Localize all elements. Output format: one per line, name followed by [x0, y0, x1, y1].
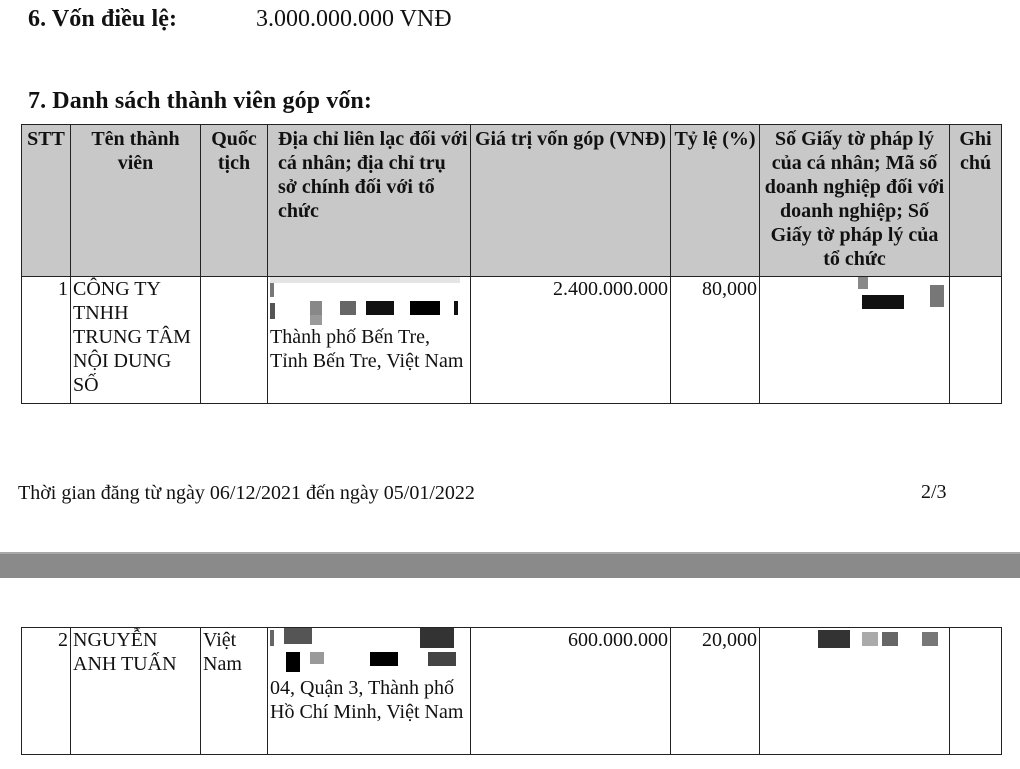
row-ratio: 20,000: [671, 628, 760, 755]
header-capital-value: Giá trị vốn góp (VNĐ): [471, 125, 671, 277]
row-ratio: 80,000: [671, 277, 760, 404]
row-note: [950, 277, 1002, 404]
row-stt: 2: [22, 628, 71, 755]
row-nationality: [201, 277, 268, 404]
redacted-block: [270, 628, 468, 652]
header-stt: STT: [22, 125, 71, 277]
row-capital-value: 2.400.000.000: [471, 277, 671, 404]
members-table: [21, 124, 1002, 404]
page-number: 2/3: [921, 481, 947, 503]
row-address-text: Thành phố Bến Tre, Tỉnh Bến Tre, Việt Nam: [270, 326, 464, 372]
row-legal-doc: [760, 277, 950, 404]
members-table-continued: [21, 627, 1002, 755]
row-note: [950, 628, 1002, 755]
posting-period-text: Thời gian đăng từ ngày 06/12/2021 đến ngày 05/01/2022: [18, 482, 475, 504]
charter-capital-value: 3.000.000.000 VNĐ: [256, 6, 452, 32]
header-nationality: Quốc tịch: [201, 125, 268, 277]
header-address: Địa chỉ liên lạc đối với cá nhân; địa chỉ trụ sở chính đối với tổ chức: [268, 125, 471, 277]
row-stt: 1: [22, 277, 71, 404]
header-legal-doc: Số Giấy tờ pháp lý của cá nhân; Mã số doanh nghiệp đối với doanh nghiệp; Số Giấy tờ pháp lý của tổ chức: [760, 125, 950, 277]
row-capital-value: 600.000.000: [471, 628, 671, 755]
redacted-block: [270, 652, 468, 676]
redacted-block: [270, 277, 468, 301]
row-member-name: NGUYỄN ANH TUẤN: [71, 628, 201, 755]
row-nationality: Việt Nam: [201, 628, 268, 755]
page-separator: [0, 552, 1020, 578]
row-legal-doc: [760, 628, 950, 755]
row-member-name: CÔNG TY TNHH TRUNG TÂM NỘI DUNG SỐ: [71, 277, 201, 404]
header-note: Ghi chú: [950, 125, 1002, 277]
table-row: [22, 277, 1002, 404]
table-row: [22, 628, 1002, 755]
redacted-block: [762, 628, 947, 652]
row-address: [268, 277, 471, 404]
members-section-title: 7. Danh sách thành viên góp vốn:: [28, 88, 372, 114]
header-member-name: Tên thành viên: [71, 125, 201, 277]
table-header-row: [22, 125, 1002, 277]
redacted-block: [762, 277, 947, 311]
row-address-text: 04, Quận 3, Thành phố Hồ Chí Minh, Việt Nam: [270, 677, 464, 723]
header-ratio: Tỷ lệ (%): [671, 125, 760, 277]
charter-capital-label: 6. Vốn điều lệ:: [28, 6, 178, 32]
redacted-block: [270, 301, 468, 325]
row-address: [268, 628, 471, 755]
